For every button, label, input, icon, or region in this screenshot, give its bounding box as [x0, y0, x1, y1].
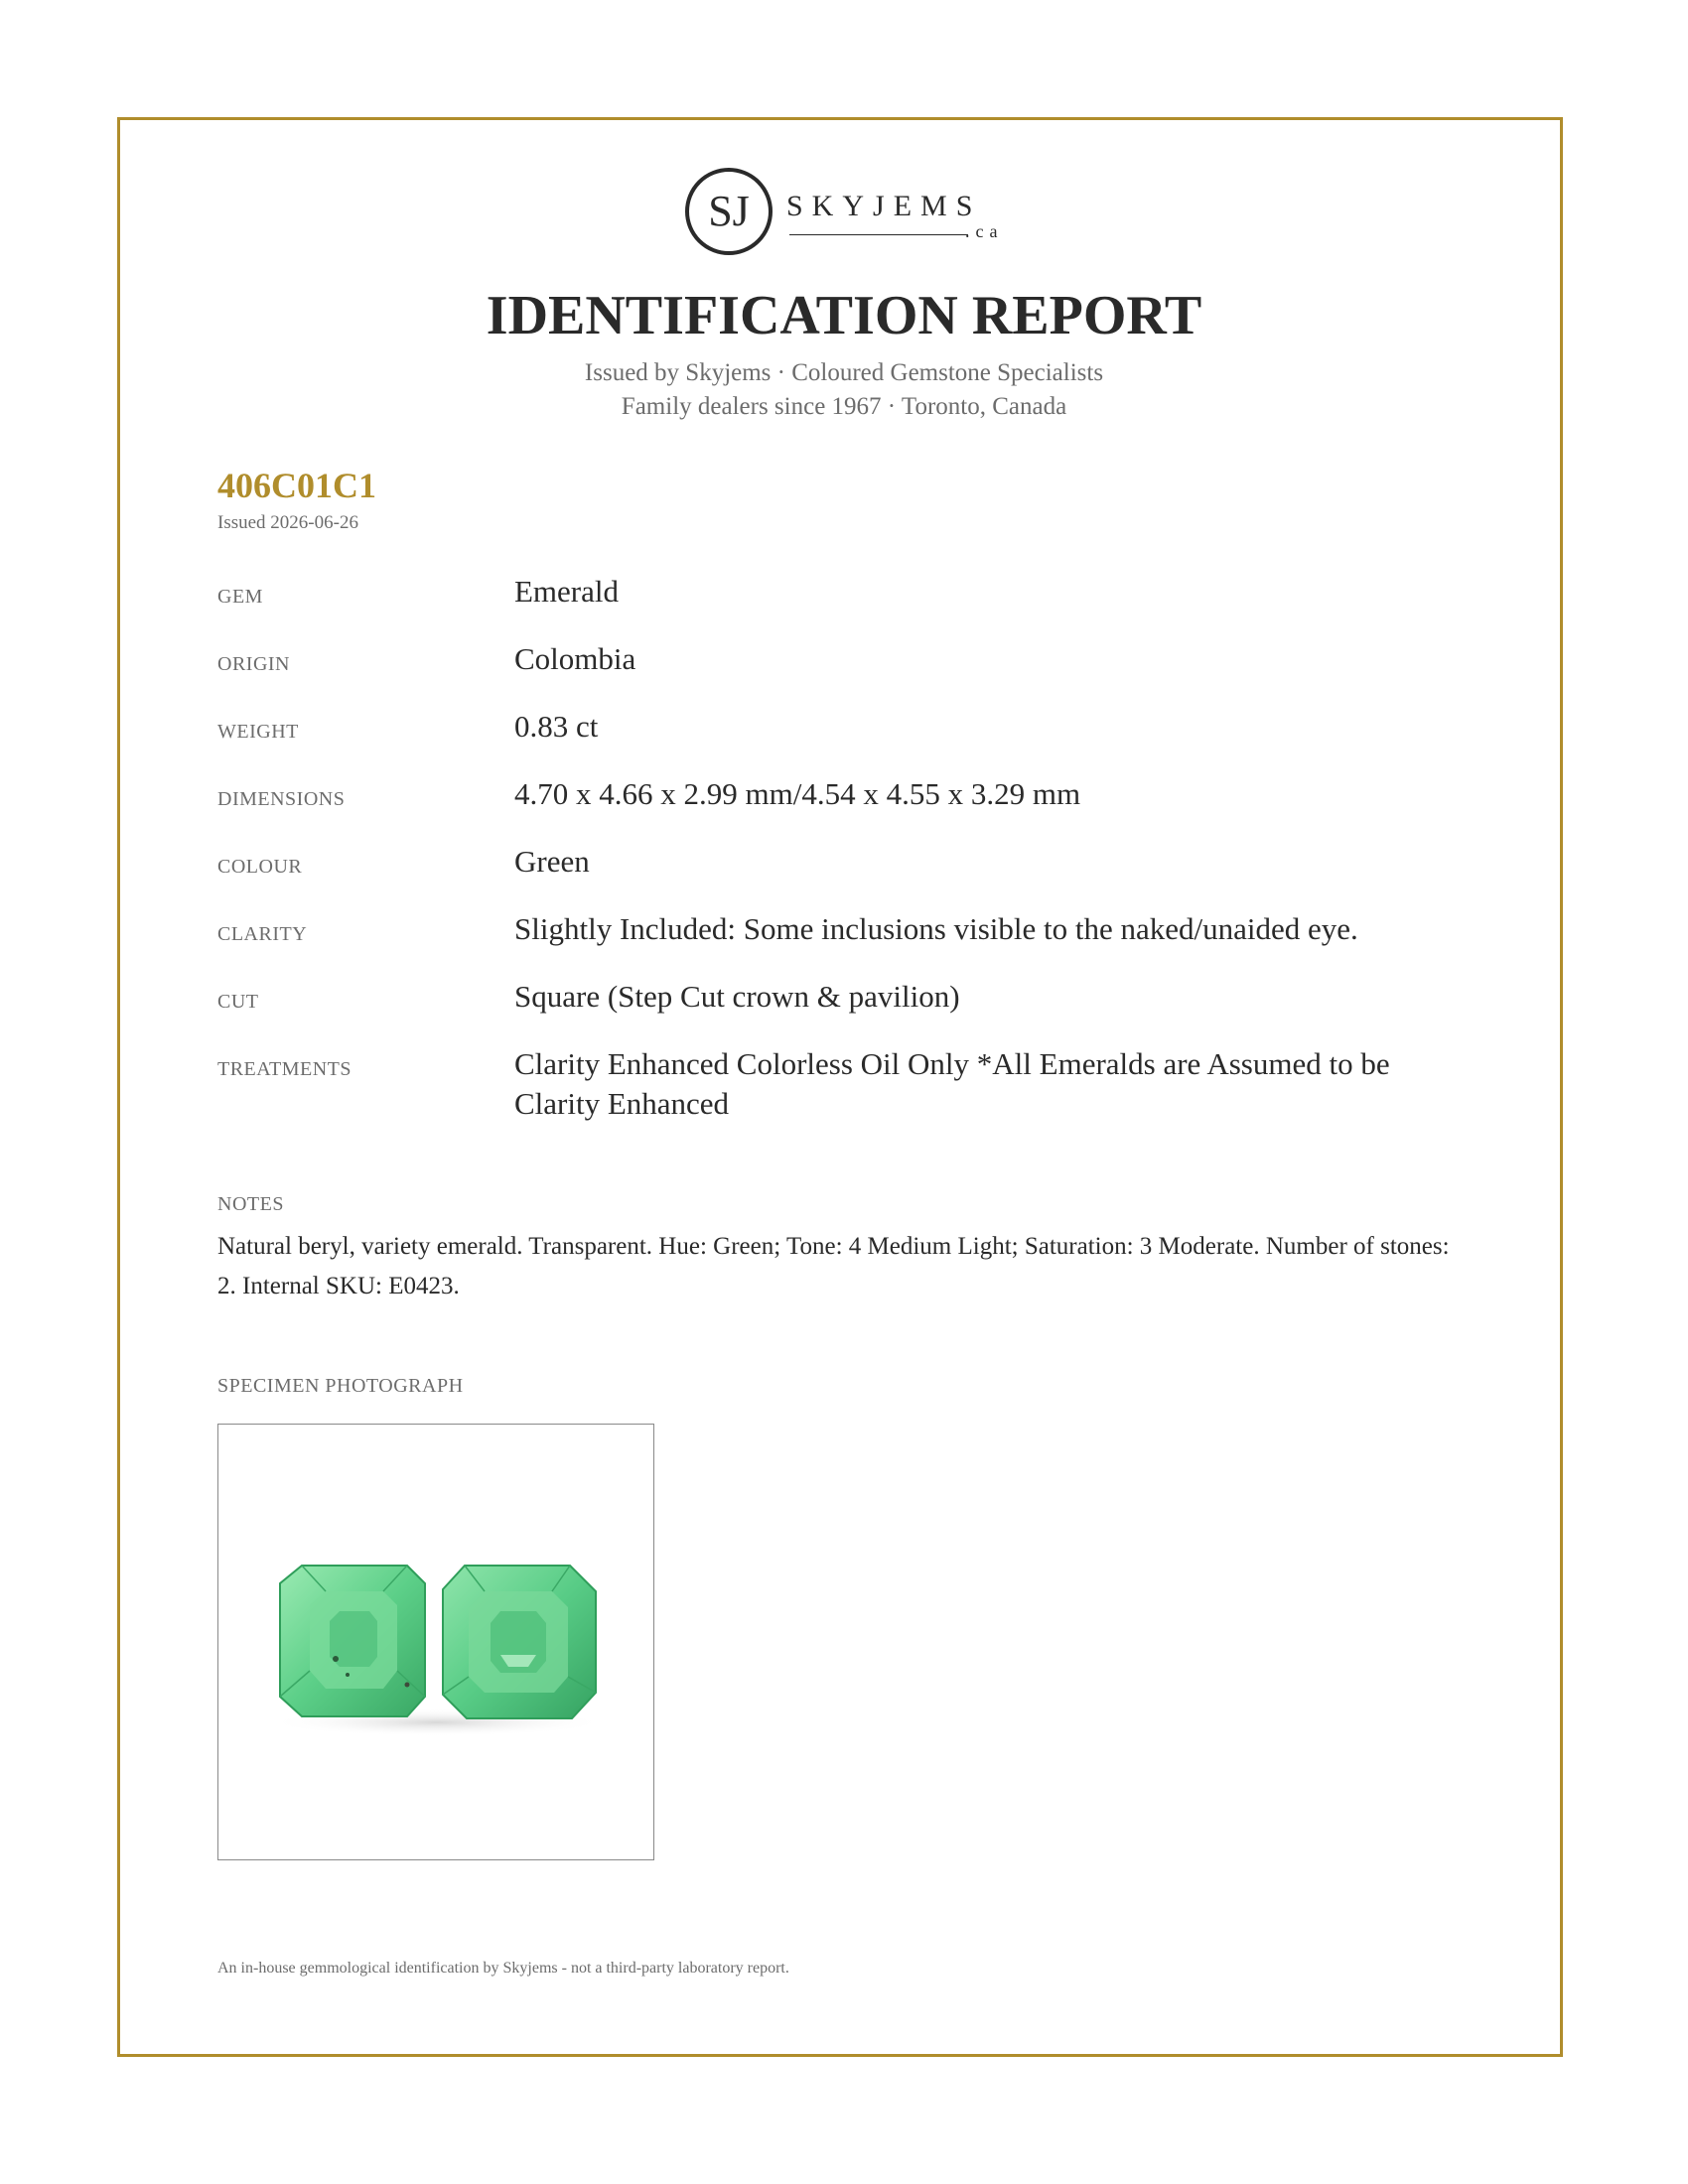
report-title: IDENTIFICATION REPORT	[486, 285, 1202, 346]
field-value: 0.83 ct	[514, 709, 599, 744]
emerald-pair-image	[218, 1425, 655, 1861]
notes-label: NOTES	[217, 1193, 284, 1215]
field-label: WEIGHT	[217, 721, 299, 743]
svg-text:SJ: SJ	[708, 187, 750, 235]
issue-date: Issued 2026-06-26	[217, 512, 358, 533]
skyjems-logo	[683, 166, 1011, 260]
field-label: GEM	[217, 586, 263, 608]
field-label: ORIGIN	[217, 653, 290, 675]
brand-name: SKYJEMS	[786, 190, 982, 222]
emerald-stone-right	[443, 1566, 596, 1718]
report-number: 406C01C1	[217, 466, 376, 505]
field-value: Colombia	[514, 641, 636, 676]
issuer-line: Issued by Skyjems · Coloured Gemstone Specialists	[584, 359, 1104, 386]
field-value: Clarity Enhanced Colorless Oil Only *All Emeralds are Assumed to be Clarity Enhanced	[514, 1046, 1390, 1121]
field-label: COLOUR	[217, 856, 303, 878]
specimen-photograph	[217, 1424, 654, 1860]
field-value: Square (Step Cut crown & pavilion)	[514, 979, 960, 1014]
emerald-stone-left	[280, 1566, 425, 1716]
field-value: 4.70 x 4.66 x 2.99 mm/4.54 x 4.55 x 3.29 mm	[514, 776, 1081, 811]
brand-domain: .ca	[965, 221, 1004, 241]
disclaimer-footer: An in-house gemmological identification by Skyjems - not a third-party laboratory report.	[217, 1960, 789, 1977]
notes-text: Natural beryl, variety emerald. Transparent. Hue: Green; Tone: 4 Medium Light; Saturation: 3 Moderate. Number of stones: 2. Internal SKU: E0423.	[217, 1233, 1450, 1299]
field-label: TREATMENTS	[217, 1058, 352, 1080]
logo-rule	[789, 234, 968, 235]
field-value: Emerald	[514, 574, 620, 609]
field-value: Green	[514, 844, 590, 879]
field-label: CUT	[217, 991, 259, 1013]
dealer-line: Family dealers since 1967 · Toronto, Canada	[621, 393, 1067, 420]
field-label: CLARITY	[217, 923, 308, 945]
field-label: DIMENSIONS	[217, 788, 346, 810]
photo-label: SPECIMEN PHOTOGRAPH	[217, 1375, 464, 1397]
sj-monogram-icon	[683, 166, 774, 257]
field-value: Slightly Included: Some inclusions visible to the naked/unaided eye.	[514, 911, 1358, 946]
